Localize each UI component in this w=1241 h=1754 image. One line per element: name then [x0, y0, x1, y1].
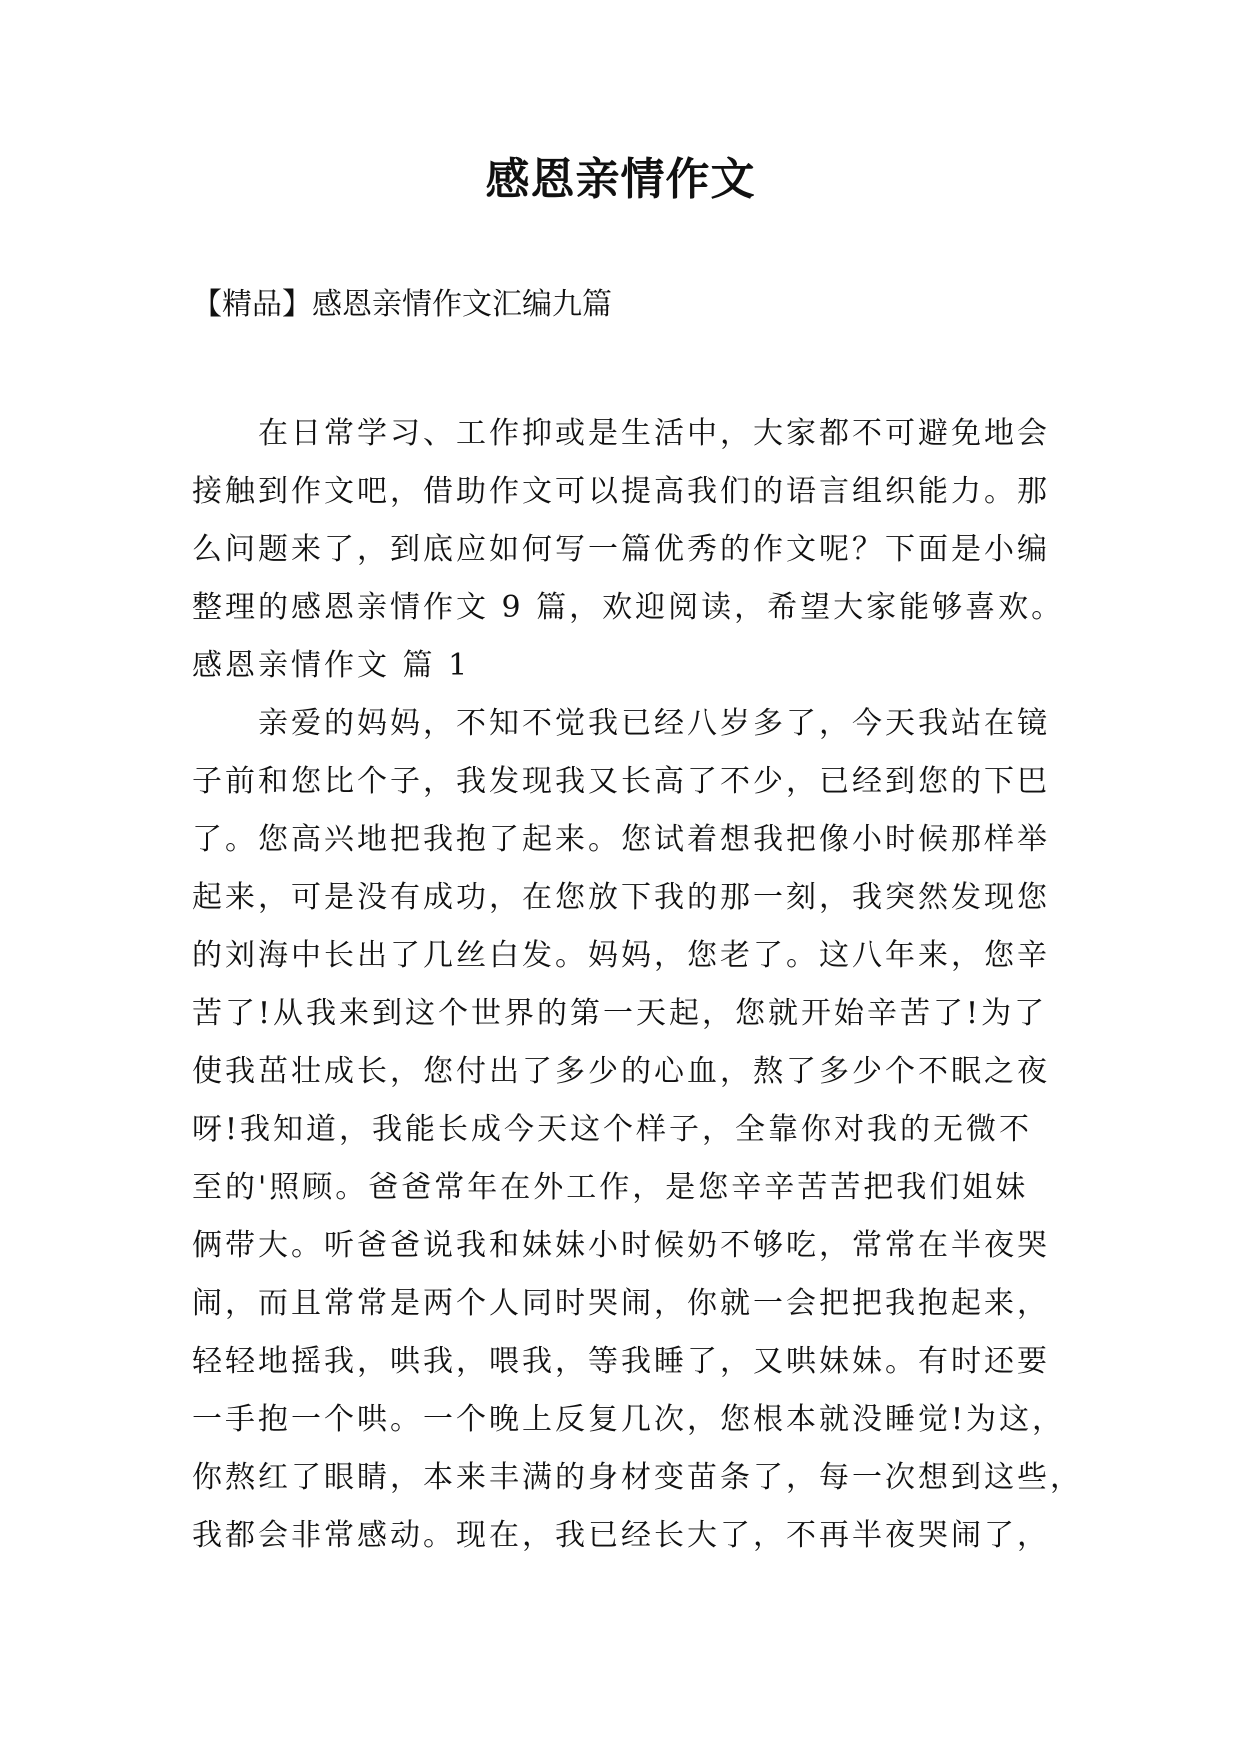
body-line: 你熬红了眼睛，本来丰满的身材变苗条了，每一次想到这些， — [192, 1460, 1083, 1495]
body-line: 了。您高兴地把我抱了起来。您试着想我把像小时候那样举 — [192, 822, 1050, 857]
body-line: 苦了!从我来到这个世界的第一天起，您就开始辛苦了!为了 — [192, 996, 1048, 1031]
body-line: 起来，可是没有成功，在您放下我的那一刻，我突然发现您 — [192, 880, 1050, 915]
body-line: 在日常学习、工作抑或是生活中，大家都不可避免地会 — [192, 416, 1050, 451]
document-subtitle: 【精品】感恩亲情作文汇编九篇 — [192, 287, 612, 322]
body-line: 子前和您比个子，我发现我又长高了不少，已经到您的下巴 — [192, 764, 1050, 799]
body-line: 亲爱的妈妈，不知不觉我已经八岁多了，今天我站在镜 — [192, 706, 1050, 741]
body-line: 我都会非常感动。现在，我已经长大了，不再半夜哭闹了， — [192, 1518, 1050, 1553]
body-line: 的刘海中长出了几丝白发。妈妈，您老了。这八年来，您辛 — [192, 938, 1050, 973]
body-line: 闹，而且常常是两个人同时哭闹，你就一会把把我抱起来， — [192, 1286, 1050, 1321]
body-line: 轻轻地摇我，哄我，喂我，等我睡了，又哄妹妹。有时还要 — [192, 1344, 1050, 1379]
section-heading: 感恩亲情作文 篇 1 — [192, 648, 471, 683]
body-line: 至的'照顾。爸爸常年在外工作，是您辛辛苦苦把我们姐妹 — [192, 1170, 1029, 1205]
body-line: 接触到作文吧，借助作文可以提高我们的语言组织能力。那 — [192, 474, 1050, 509]
body-line: 一手抱一个哄。一个晚上反复几次，您根本就没睡觉!为这， — [192, 1402, 1066, 1437]
body-line: 俩带大。听爸爸说我和妹妹小时候奶不够吃，常常在半夜哭 — [192, 1228, 1050, 1263]
body-line: 整理的感恩亲情作文 9 篇，欢迎阅读，希望大家能够喜欢。 — [192, 590, 1065, 625]
body-line: 么问题来了，到底应如何写一篇优秀的作文呢？下面是小编 — [192, 532, 1050, 567]
body-line: 呀!我知道，我能长成今天这个样子，全靠你对我的无微不 — [192, 1112, 1033, 1147]
document-body — [192, 405, 1083, 1565]
body-line: 使我茁壮成长，您付出了多少的心血，熬了多少个不眠之夜 — [192, 1054, 1050, 1089]
document-title: 感恩亲情作文 — [485, 154, 756, 205]
